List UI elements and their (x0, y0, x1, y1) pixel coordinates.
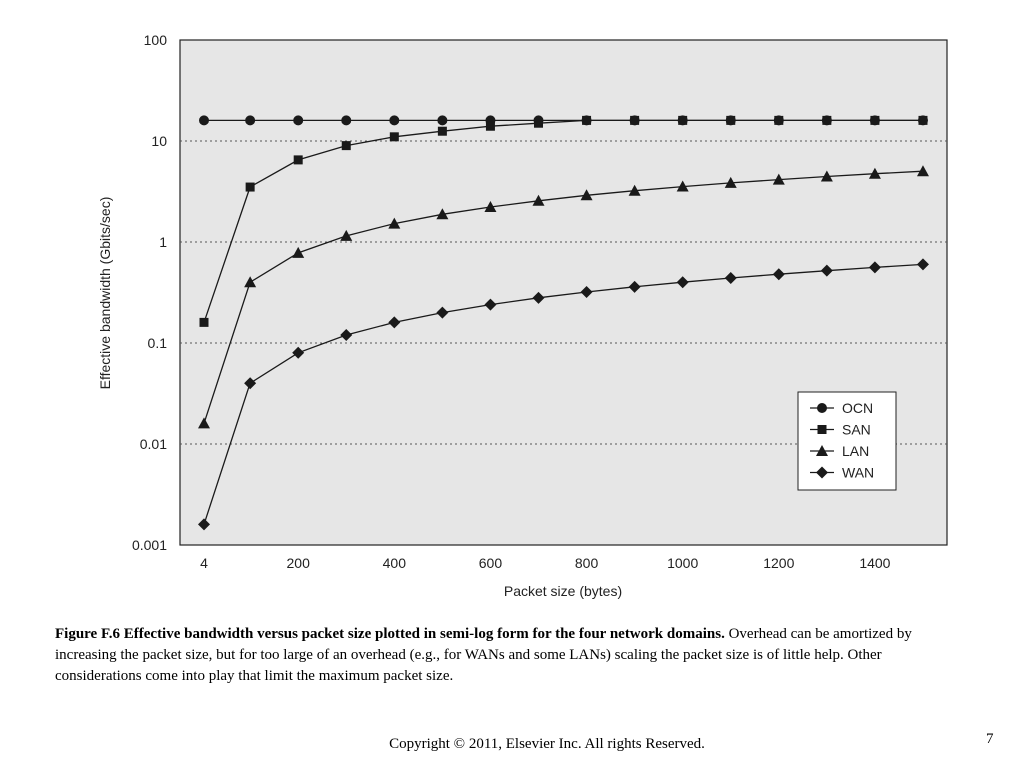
copyright-notice: Copyright © 2011, Elsevier Inc. All rights Reserved. (389, 736, 705, 752)
data-point-san (534, 119, 543, 128)
x-axis-title: Packet size (bytes) (503, 583, 623, 599)
data-point-san (870, 116, 879, 125)
data-point-san (918, 116, 927, 125)
x-tick-label: 1400 (859, 555, 891, 571)
data-point-ocn (389, 115, 399, 125)
page-number: 7 (986, 731, 994, 747)
data-point-san (390, 132, 399, 141)
y-tick-label: 0.01 (139, 436, 167, 452)
data-point-san (294, 155, 303, 164)
x-tick-label: 600 (478, 555, 503, 571)
x-tick-label: 1200 (763, 555, 795, 571)
y-tick-label: 1 (159, 234, 167, 250)
data-point-ocn (245, 115, 255, 125)
data-point-ocn (341, 115, 351, 125)
figure-caption (55, 624, 950, 687)
legend-label-lan: LAN (842, 443, 870, 459)
legend-marker-san (818, 425, 827, 434)
x-tick-label: 200 (286, 555, 310, 571)
data-point-san (822, 116, 831, 125)
legend (798, 392, 896, 490)
x-axis-ticks (200, 555, 891, 571)
caption-title: Figure F.6 Effective bandwidth versus packet size plotted in semi-log form for the four network domains. (55, 626, 725, 642)
data-point-san (726, 116, 735, 125)
data-point-san (342, 141, 351, 150)
data-point-san (774, 116, 783, 125)
data-point-san (678, 116, 687, 125)
data-point-san (486, 122, 495, 131)
legend-label-san: SAN (842, 421, 871, 438)
y-tick-label: 0.1 (147, 335, 167, 351)
y-tick-label: 0.001 (131, 537, 167, 553)
legend-label-wan: WAN (842, 464, 875, 481)
data-point-ocn (293, 115, 303, 125)
y-axis-title: Effective bandwidth (Gbits/sec) (97, 196, 113, 390)
y-axis-ticks (132, 32, 167, 553)
data-point-san (200, 318, 209, 327)
data-point-san (246, 183, 255, 192)
x-tick-label: 800 (574, 555, 599, 571)
legend-label-ocn: OCN (842, 400, 874, 416)
data-point-san (630, 116, 639, 125)
x-tick-label: 4 (200, 555, 208, 571)
x-tick-label: 1000 (667, 555, 699, 571)
legend-marker-ocn (817, 403, 827, 413)
y-tick-label: 10 (151, 133, 167, 149)
caption-text: Overhead can be amortized by increasing the packet size, but for too large of an overhead (e.g., for WANs and some LANs) scaling the packet size is of little help. Other considerations come into play that limit the maximum packet size. (55, 626, 912, 684)
data-point-san (438, 127, 447, 136)
data-point-ocn (199, 115, 209, 125)
data-point-san (582, 116, 591, 125)
y-tick-label: 100 (143, 32, 167, 48)
data-point-ocn (437, 115, 447, 125)
x-tick-label: 400 (382, 555, 406, 571)
